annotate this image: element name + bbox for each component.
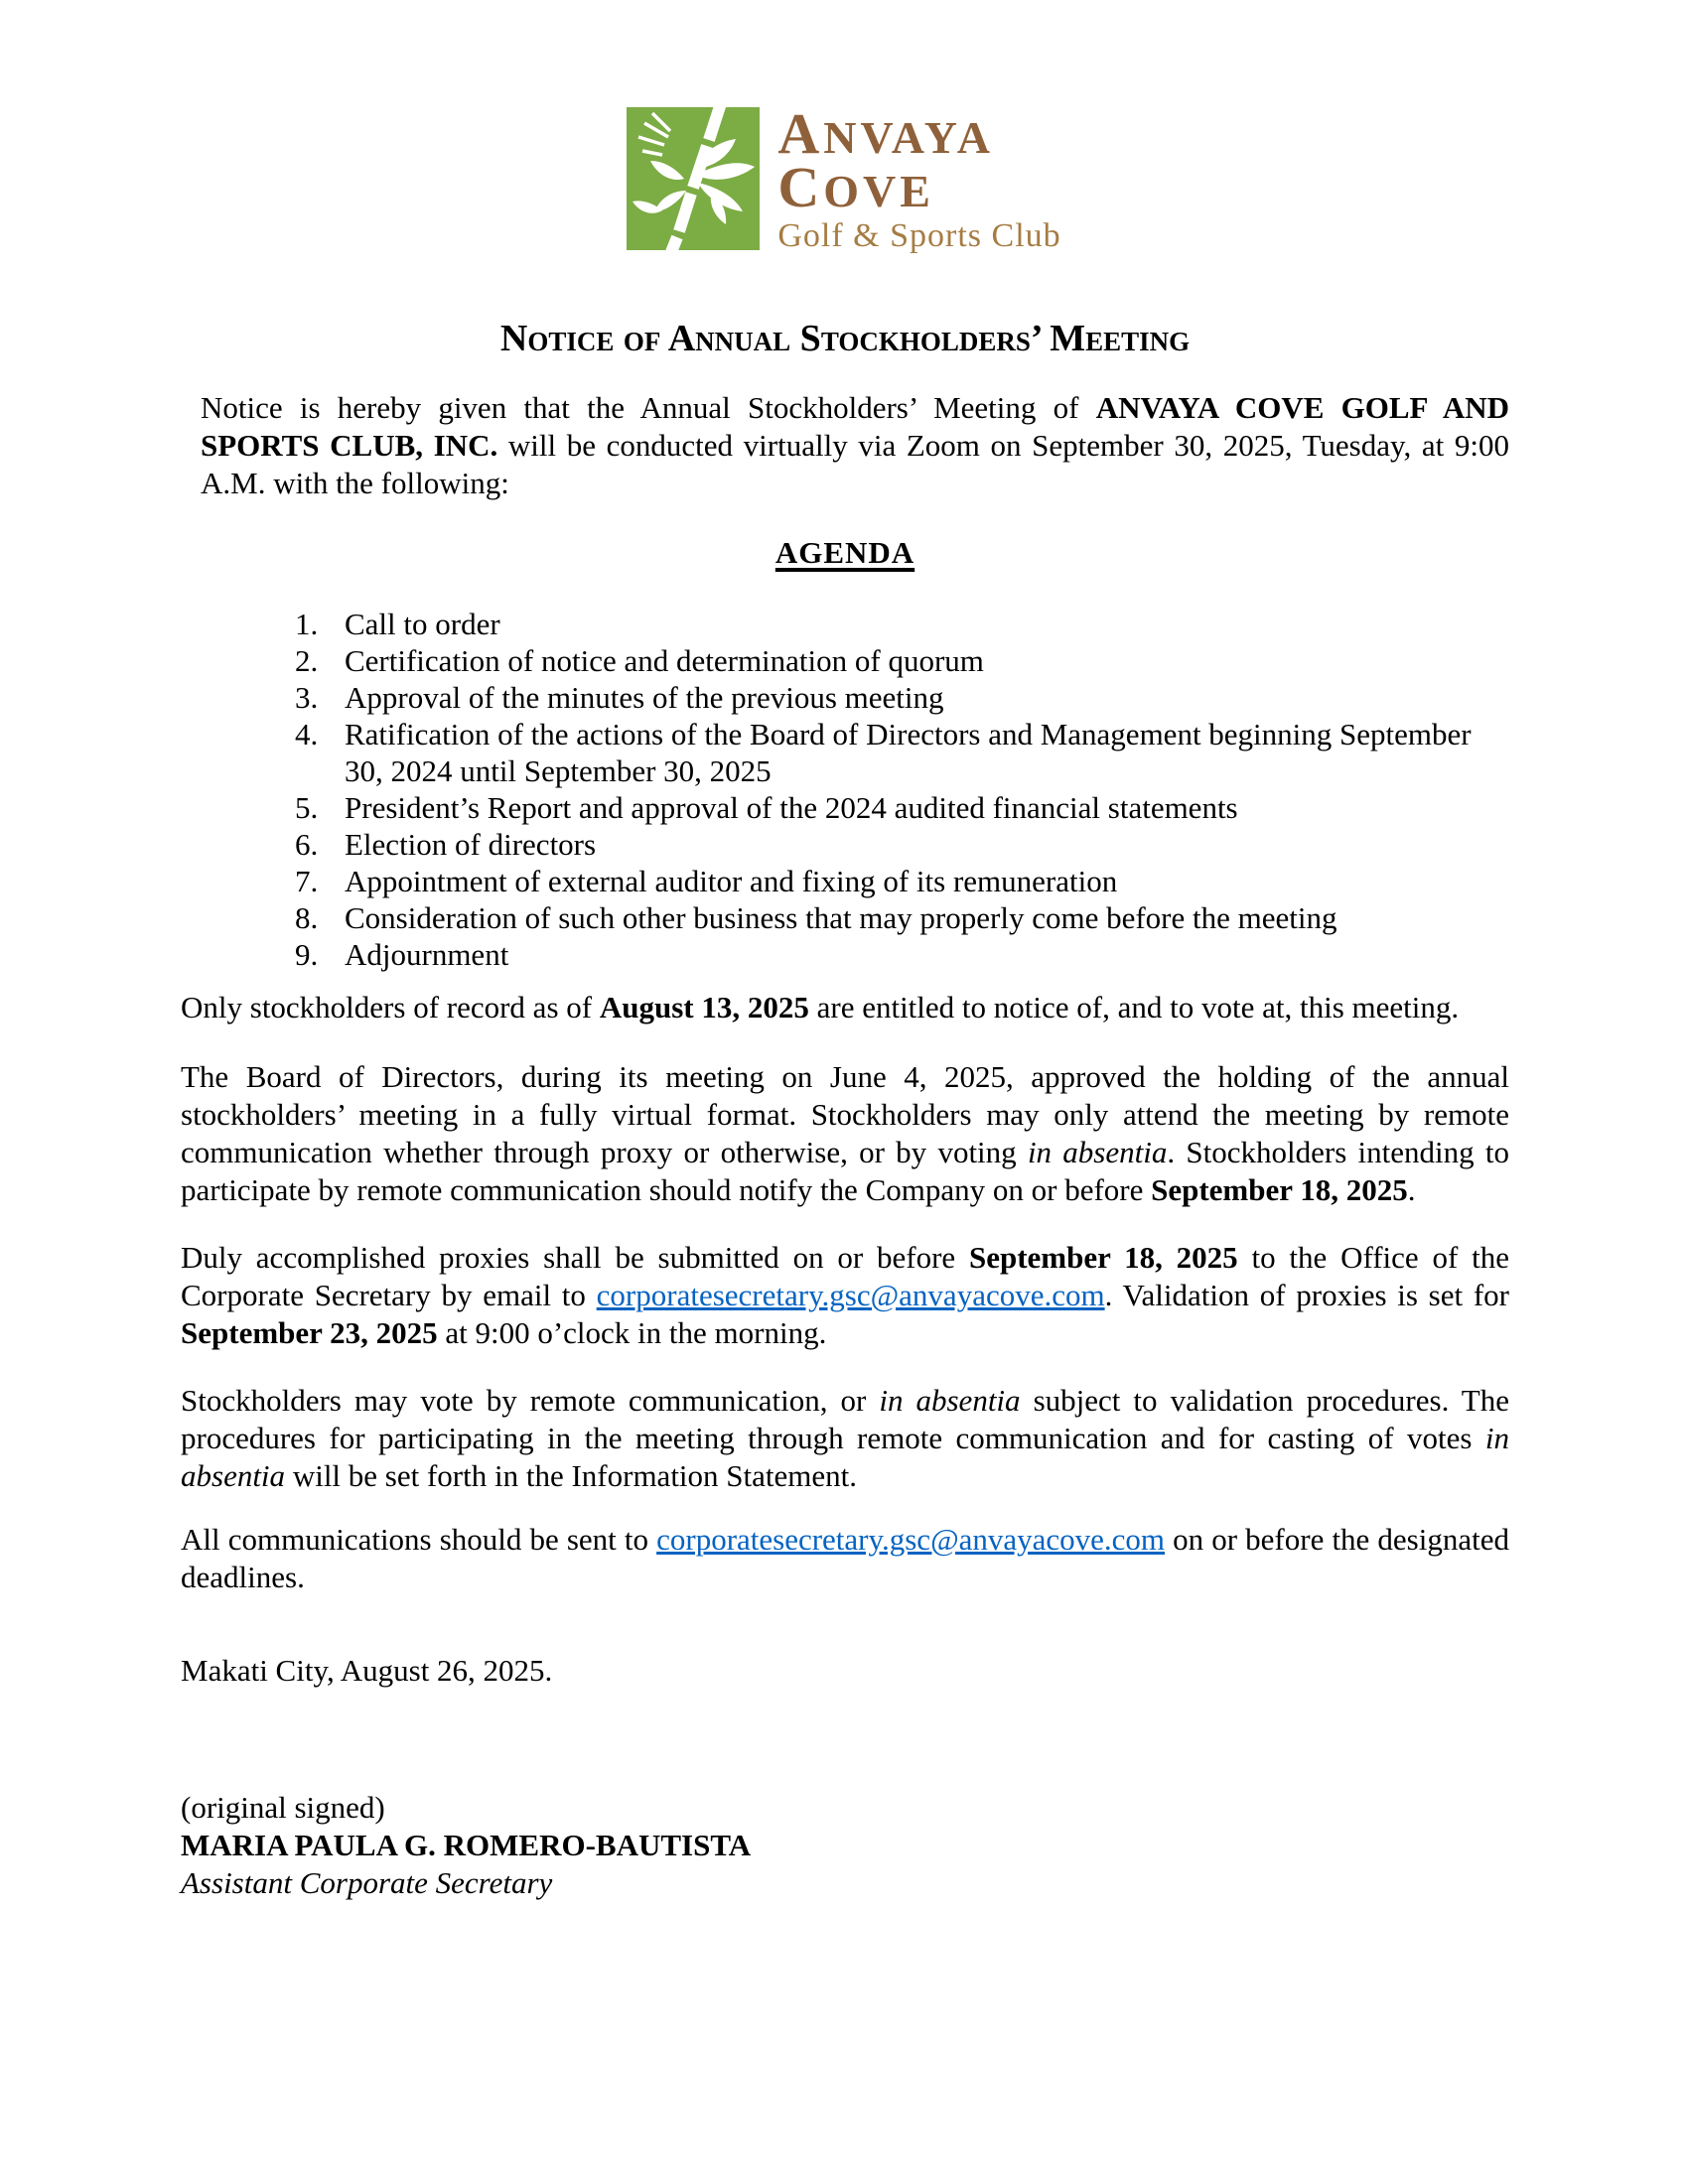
board-text-2: . Stockholders intending to participate by remote communication should notify the Company on or before	[181, 1135, 1509, 1207]
agenda-item-5	[181, 789, 1509, 826]
agenda-item-number: 4.	[295, 717, 319, 751]
proxies-text-2: to the Office of the Corporate Secretary by email to	[181, 1240, 1509, 1312]
in-absentia-term: in absentia	[1027, 1135, 1168, 1169]
comms-text-1: All communications should be sent to	[181, 1522, 657, 1557]
agenda-item-number: 9.	[295, 937, 319, 972]
agenda-item-3	[181, 679, 1509, 716]
proxies-text-1: Duly accomplished proxies shall be submitted on or before	[181, 1240, 969, 1275]
agenda-item-text: Approval of the minutes of the previous meeting	[345, 680, 944, 715]
notice-title: Notice of Annual Stockholders’ Meeting	[499, 318, 1191, 359]
agenda-item-7	[181, 863, 1509, 899]
document-body	[0, 316, 1688, 1902]
agenda-item-number: 7.	[295, 864, 319, 898]
signature-block	[181, 1789, 1509, 1902]
record-date: August 13, 2025	[599, 990, 809, 1024]
agenda-item-1	[181, 606, 1509, 642]
signatory-title: Assistant Corporate Secretary	[181, 1865, 553, 1900]
intro-text-pre: Notice is hereby given that the Annual Stockholders’ Meeting of	[201, 390, 1096, 425]
agenda-item-text: President’s Report and approval of the 2024 audited financial statements	[345, 790, 1238, 825]
in-absentia-term: in absentia	[181, 1421, 1509, 1493]
signed-note: (original signed)	[181, 1790, 385, 1825]
record-text-pre: Only stockholders of record as of	[181, 990, 600, 1024]
agenda-item-4	[181, 716, 1509, 789]
proxy-submission-paragraph	[181, 1239, 1509, 1352]
bamboo-icon	[627, 107, 760, 250]
agenda-list	[181, 606, 1509, 973]
agenda-item-8	[181, 899, 1509, 936]
logo-wordmark-line1: ANVAYA	[777, 101, 994, 166]
agenda-item-text: Certification of notice and determination of quorum	[345, 643, 984, 678]
agenda-item-text: Election of directors	[345, 827, 597, 862]
dateline: Makati City, August 26, 2025.	[181, 1653, 553, 1688]
agenda-item-text: Call to order	[345, 607, 500, 641]
intro-paragraph	[181, 389, 1509, 502]
proxy-deadline-date: September 18, 2025	[968, 1240, 1238, 1275]
notify-deadline-date: September 18, 2025	[1151, 1172, 1408, 1207]
agenda-item-text: Adjournment	[345, 937, 509, 972]
voting-paragraph	[181, 1382, 1509, 1495]
agenda-item-2	[181, 642, 1509, 679]
communications-paragraph	[181, 1521, 1509, 1596]
signatory-name: MARIA PAULA G. ROMERO-BAUTISTA	[181, 1828, 752, 1862]
agenda-item-9	[181, 936, 1509, 973]
logo-wordmark-line2: COVE	[777, 155, 934, 219]
vote-text-3: will be set forth in the Information Statement.	[285, 1458, 858, 1493]
company-name: ANVAYA COVE GOLF AND SPORTS CLUB, INC.	[201, 390, 1509, 463]
vote-text-2: subject to validation procedures. The procedures for participating in the meeting through remote communication and for casting of votes	[181, 1383, 1509, 1455]
corporate-secretary-email-link[interactable]: corporatesecretary.gsc@anvayacove.com	[656, 1522, 1166, 1557]
agenda-item-6	[181, 826, 1509, 863]
vote-text-1: Stockholders may vote by remote communication, or	[181, 1383, 880, 1418]
board-text-3: .	[1407, 1172, 1416, 1207]
agenda-item-number: 8.	[295, 900, 319, 935]
in-absentia-term: in absentia	[879, 1383, 1021, 1418]
agenda-item-number: 1.	[295, 607, 319, 641]
validation-date: September 23, 2025	[181, 1315, 438, 1350]
record-text-post: are entitled to notice of, and to vote at, this meeting.	[808, 990, 1460, 1024]
agenda-item-number: 6.	[295, 827, 319, 862]
record-date-paragraph	[181, 989, 1509, 1026]
board-text-1: The Board of Directors, during its meeting on June 4, 2025, approved the holding of the annual stockholders’ meeting in a fully virtual format. Stockholders may only attend the meeting by remote communication whether through proxy or otherwise, or by voting	[181, 1059, 1509, 1169]
agenda-item-number: 2.	[295, 643, 319, 678]
logo	[0, 0, 1688, 256]
agenda-item-number: 5.	[295, 790, 319, 825]
board-approval-paragraph	[181, 1058, 1509, 1209]
intro-text-post: will be conducted virtually via Zoom on September 30, 2025, Tuesday, at 9:00 A.M. with the following:	[201, 428, 1509, 500]
agenda-item-text: Ratification of the actions of the Board of Directors and Management beginning September 30, 2024 until September 30, 2025	[345, 717, 1472, 788]
agenda-item-text: Consideration of such other business that may properly come before the meeting	[345, 900, 1337, 935]
agenda-heading: AGENDA	[774, 535, 915, 570]
corporate-secretary-email-link[interactable]: corporatesecretary.gsc@anvayacove.com	[596, 1278, 1105, 1312]
logo-wordmark	[777, 101, 1061, 256]
proxies-text-4: at 9:00 o’clock in the morning.	[437, 1315, 827, 1350]
agenda-item-number: 3.	[295, 680, 319, 715]
proxies-text-3: . Validation of proxies is set for	[1104, 1278, 1510, 1312]
logo-tagline: Golf & Sports Club	[777, 217, 1061, 254]
agenda-item-text: Appointment of external auditor and fixing of its remuneration	[345, 864, 1118, 898]
comms-text-2: on or before the designated deadlines.	[181, 1522, 1509, 1594]
